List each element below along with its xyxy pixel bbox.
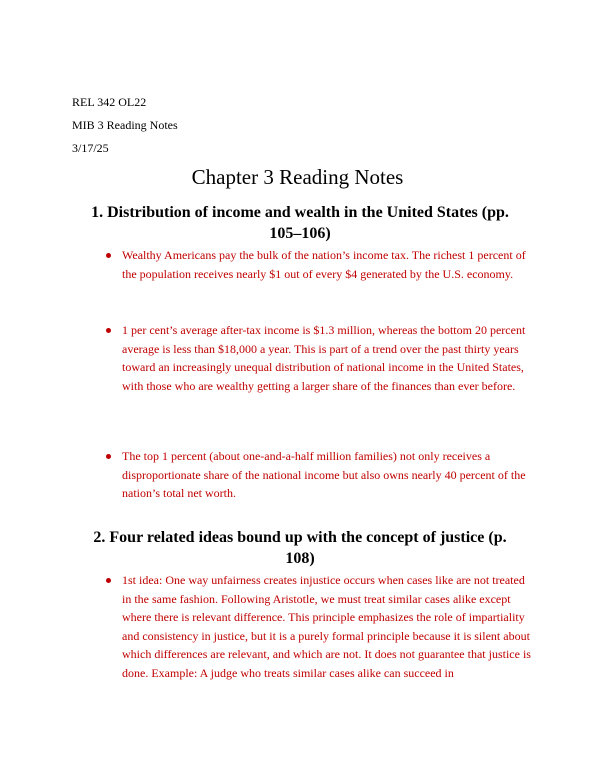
assignment-name: MIB 3 Reading Notes <box>72 118 178 132</box>
section-heading-income-distribution: 1. Distribution of income and wealth in the United States (pp. 105–106) <box>91 204 509 242</box>
list-item-text: 1 per cent’s average after-tax income is $1.3 million, whereas the bottom 20 percent average is less than $18,000 a year. This is part of a trend over the past thirty years toward an increasingly unequal distribution of national income in the United States, with those who are wealthy getting a larger share of the finances than ever before. <box>122 323 526 393</box>
course-code: REL 342 OL22 <box>72 95 147 109</box>
document-date: 3/17/25 <box>72 141 109 155</box>
list-item-text: Wealthy Americans pay the bulk of the nation’s income tax. The richest 1 percent of the population receives nearly $1 out of every $4 generated by the U.S. economy. <box>122 248 526 281</box>
list-item <box>122 321 534 395</box>
list-item <box>122 571 534 682</box>
section-heading-justice-ideas: 2. Four related ideas bound up with the concept of justice (p. 108) <box>93 529 507 567</box>
list-item-text: The top 1 percent (about one-and-a-half million families) not only receives a disproportionate share of the national income but also owns nearly 40 percent of the nation’s total net worth. <box>122 449 526 500</box>
list-item <box>122 246 534 283</box>
bullet-icon <box>106 578 111 583</box>
list-item <box>122 447 534 503</box>
page-title: Chapter 3 Reading Notes <box>191 165 404 189</box>
list-item-text: 1st idea: One way unfairness creates injustice occurs when cases like are not treated in the same fashion. Following Aristotle, we must treat similar cases alike except where there is relevant difference. This principle emphasizes the role of impartiality and consistency in justice, but it is a purely formal principle because it is silent about which differences are relevant, and which are not. It does not guarantee that justice is done. Example: A judge who treats similar cases alike can succeed in <box>122 573 531 680</box>
bullet-icon <box>106 454 111 459</box>
bullet-icon <box>106 328 111 333</box>
bullet-icon <box>106 253 111 258</box>
